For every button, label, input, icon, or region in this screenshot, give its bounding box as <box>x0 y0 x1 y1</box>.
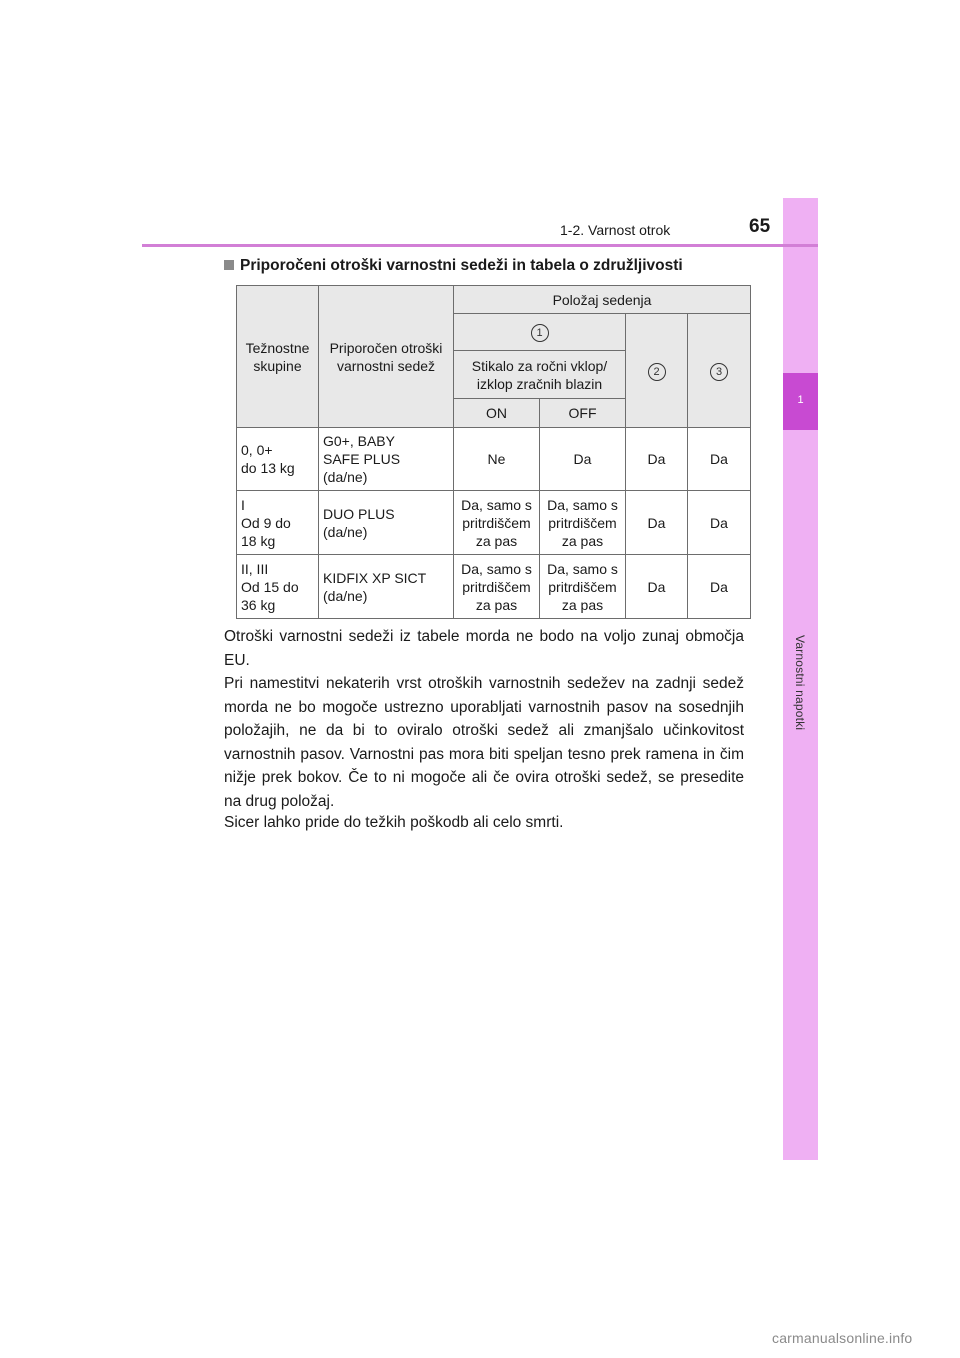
section-title: 1-2. Varnost otrok <box>560 222 671 238</box>
cell-position-2: Da <box>626 555 688 619</box>
square-bullet-icon <box>224 260 234 270</box>
footer-watermark: carmanualsonline.info <box>772 1330 913 1346</box>
header-on: ON <box>454 399 540 428</box>
header-airbag-switch: Stikalo za ročni vklop/ izklop zračnih blazin <box>454 351 626 399</box>
cell-off: Da <box>540 428 626 491</box>
paragraph-injury-warning: Sicer lahko pride do težkih poškodb ali celo smrti. <box>224 814 564 831</box>
cell-position-2: Da <box>626 491 688 555</box>
cell-off: Da, samo s pritrdiščem za pas <box>540 491 626 555</box>
chapter-number: 1 <box>797 394 804 406</box>
paragraph-installation-warning: Pri namestitvi nekaterih vrst otroških varnostnih sedežev na zadnji sedež morda ne bo mogoče ustrezno uporabljati varnostnih pasov na sosednjih položajih, ne da bi to oviralo otroški sedež ali zmanjšalo učinkovitost varnostnih pasov. Varnostni pas mora biti speljan tesno prek ramena in čim nižje prek bokov. Če to ni mogoče ali če ovira otroški sedež, se presedite na drug položaj. <box>224 675 744 810</box>
cell-group: 0, 0+ do 13 kg <box>237 428 319 491</box>
cell-position-3: Da <box>688 428 751 491</box>
paragraph-availability: Otroški varnostni sedeži iz tabele morda ne bodo na voljo zunaj območja EU. <box>224 628 744 669</box>
cell-position-3: Da <box>688 491 751 555</box>
section-heading <box>224 257 683 275</box>
cell-group: II, III Od 15 do 36 kg <box>237 555 319 619</box>
cell-seat: KIDFIX XP SICT (da/ne) <box>319 555 454 619</box>
chapter-side-tab <box>783 198 818 1160</box>
heading-text: Priporočeni otroški varnostni sedeži in tabela o združljivosti <box>240 257 683 274</box>
cell-seat: DUO PLUS (da/ne) <box>319 491 454 555</box>
header-recommended-seat: Priporočen otroški varnostni sedež <box>319 286 454 428</box>
cell-on: Da, samo s pritrdiščem za pas <box>454 555 540 619</box>
header-position-1 <box>454 314 626 351</box>
header-off: OFF <box>540 399 626 428</box>
table-row <box>237 555 751 619</box>
position-1-marker: 1 <box>531 324 549 342</box>
header-weight-group: Težnostne skupine <box>237 286 319 428</box>
position-2-marker: 2 <box>648 363 666 381</box>
cell-on: Da, samo s pritrdiščem za pas <box>454 491 540 555</box>
cell-group: I Od 9 do 18 kg <box>237 491 319 555</box>
table-row <box>237 491 751 555</box>
header-rule <box>142 244 818 247</box>
table-row <box>237 428 751 491</box>
header-position-3 <box>688 314 751 428</box>
header-seating-position: Položaj sedenja <box>454 286 751 314</box>
page-number: 65 <box>749 216 771 237</box>
compatibility-table <box>236 285 751 619</box>
position-3-marker: 3 <box>710 363 728 381</box>
cell-off: Da, samo s pritrdiščem za pas <box>540 555 626 619</box>
cell-on: Ne <box>454 428 540 491</box>
cell-position-3: Da <box>688 555 751 619</box>
cell-seat: G0+, BABY SAFE PLUS (da/ne) <box>319 428 454 491</box>
chapter-title: Varnostni napotki <box>793 635 807 731</box>
cell-position-2: Da <box>626 428 688 491</box>
header-position-2 <box>626 314 688 428</box>
